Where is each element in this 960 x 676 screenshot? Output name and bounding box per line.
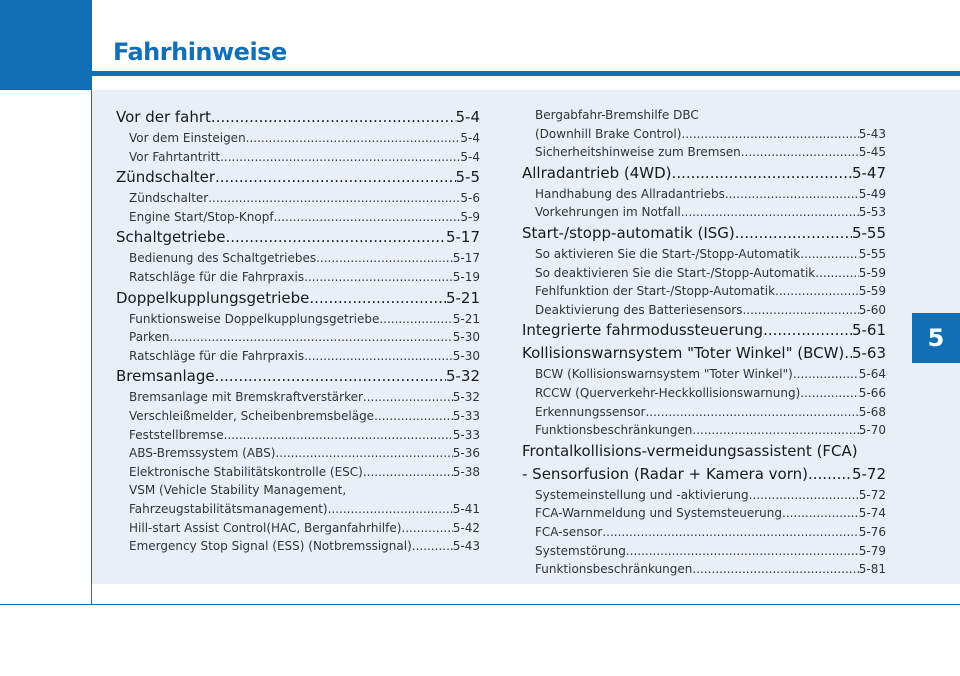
entry-title: Zündschalter: [116, 168, 216, 187]
entry-title: Integrierte fahrmodussteuerung: [522, 321, 764, 340]
entry-page-number: 5-70: [858, 423, 886, 438]
dot-leader: [626, 542, 859, 561]
toc-section-entry[interactable]: [522, 162, 886, 185]
toc-subsection-entry[interactable]: [522, 185, 886, 204]
toc-section-entry[interactable]: [116, 365, 480, 388]
dot-leader: [363, 388, 453, 407]
entry-title: (Downhill Brake Control): [535, 126, 682, 141]
dot-leader: [808, 463, 852, 486]
toc-subsection-entry[interactable]: [116, 310, 480, 329]
title-underline: [91, 71, 960, 76]
dot-leader: [645, 403, 858, 422]
entry-page-number: 5-4: [455, 108, 480, 126]
toc-section-entry[interactable]: [522, 222, 886, 245]
entry-title: Vor dem Einsteigen: [129, 131, 246, 145]
toc-subsection-entry[interactable]: [522, 384, 886, 403]
toc-subsection-entry[interactable]: [522, 421, 886, 440]
dot-leader: [692, 421, 858, 440]
toc-subsection-entry[interactable]: [522, 365, 886, 384]
entry-title: So deaktivieren Sie die Start-/Stopp-Automatik: [535, 265, 816, 280]
toc-subsection-entry[interactable]: [116, 500, 480, 519]
toc-subsection-entry[interactable]: [116, 148, 480, 167]
entry-title: RCCW (Querverkehr-Heckkollisionswarnung): [535, 385, 801, 400]
dot-leader: [401, 519, 452, 538]
entry-page-number: 5-17: [452, 251, 480, 266]
toc-subsection-entry[interactable]: [116, 426, 480, 445]
entry-title: Funktionsbeschränkungen: [535, 423, 693, 438]
entry-page-number: 5-60: [858, 302, 886, 317]
toc-section-entry[interactable]: [522, 463, 886, 486]
toc-subsection-entry[interactable]: [116, 208, 480, 227]
entry-page-number: 5-5: [455, 168, 480, 187]
dot-leader: [225, 226, 445, 249]
footer-rule: [0, 604, 960, 605]
entry-page-number: 5-47: [851, 163, 886, 182]
toc-section-entry[interactable]: [522, 319, 886, 342]
toc-subsection-entry[interactable]: [116, 537, 480, 556]
dot-leader: [316, 249, 453, 268]
entry-title: Allradantrieb (4WD): [522, 163, 672, 182]
dot-leader: [749, 486, 859, 505]
dot-leader: [170, 328, 453, 347]
entry-title: Funktionsweise Doppelkupplungsgetriebe: [129, 311, 380, 326]
dot-leader: [275, 444, 452, 463]
entry-title: Vor der fahrt: [116, 108, 211, 126]
toc-subsection-entry[interactable]: [116, 388, 480, 407]
entry-title: Parken: [129, 330, 170, 345]
dot-leader: [246, 129, 461, 148]
entry-page-number: 5-72: [851, 464, 886, 483]
entry-title: Schaltgetriebe: [116, 228, 226, 247]
toc-subsection-entry[interactable]: [522, 542, 886, 561]
toc-subsection-entry[interactable]: [116, 347, 480, 366]
toc-right-column: [522, 106, 886, 579]
entry-title: - Sensorfusion (Radar + Kamera vorn): [522, 464, 808, 483]
entry-title: Ratschläge für die Fahrpraxis: [129, 348, 305, 363]
entry-title: Systemstörung: [535, 543, 626, 558]
dot-leader: [328, 500, 453, 519]
entry-page-number: 5-9: [460, 209, 480, 224]
dot-leader: [215, 365, 446, 388]
toc-subsection-entry[interactable]: [116, 444, 480, 463]
entry-page-number: 5-64: [858, 367, 886, 382]
toc-subsection-entry[interactable]: [522, 504, 886, 523]
dot-leader: [220, 148, 460, 167]
toc-subsection-entry[interactable]: [116, 519, 480, 538]
entry-title: Funktionsbeschränkungen: [535, 562, 693, 577]
entry-title: FCA-sensor: [535, 524, 603, 539]
toc-section-entry[interactable]: [522, 342, 886, 365]
dot-leader: [844, 342, 852, 365]
entry-title: Feststellbremse: [129, 427, 224, 442]
toc-subsection-entry[interactable]: [522, 403, 886, 422]
dot-leader: [782, 504, 859, 523]
toc-subsection-entry[interactable]: [116, 189, 480, 208]
dot-leader: [208, 189, 460, 208]
entry-page-number: 5-30: [452, 348, 480, 363]
dot-leader: [800, 245, 859, 264]
dot-leader: [735, 222, 852, 245]
entry-title: Bremsanlage: [116, 367, 215, 386]
entry-title: Vor Fahrtantritt: [129, 149, 221, 164]
entry-title: Vorkehrungen im Notfall: [535, 205, 681, 220]
entry-page-number: 5-4: [460, 131, 480, 145]
entry-page-number: 5-79: [858, 543, 886, 558]
entry-title: Bremsanlage mit Bremskraftverstärker: [129, 390, 363, 405]
entry-page-number: 5-38: [452, 464, 480, 479]
entry-page-number: 5-32: [445, 367, 480, 386]
toc-section-entry[interactable]: [116, 226, 480, 249]
toc-subsection-entry[interactable]: [116, 249, 480, 268]
entry-page-number: 5-55: [858, 246, 886, 261]
entry-title: Handhabung des Allradantriebs: [535, 186, 725, 201]
page-title: Fahrhinweise: [113, 38, 287, 66]
entry-title: Ratschläge für die Fahrpraxis: [129, 269, 305, 284]
entry-title: FCA-Warnmeldung und Systemsteuerung: [535, 506, 782, 521]
entry-page-number: 5-19: [452, 269, 480, 284]
entry-title: So aktivieren Sie die Start-/Stopp-Automatik: [535, 246, 801, 261]
entry-page-number: 5-55: [851, 223, 886, 242]
corner-block: [0, 0, 91, 90]
entry-title: Fehlfunktion der Start-/Stopp-Automatik: [535, 284, 776, 299]
toc-subsection-entry[interactable]: [522, 203, 886, 222]
entry-title: ABS-Bremssystem (ABS): [129, 446, 276, 461]
entry-title: Start-/stopp-automatik (ISG): [522, 223, 735, 242]
entry-page-number: 5-61: [851, 321, 886, 340]
entry-title: Doppelkupplungsgetriebe: [116, 288, 310, 307]
entry-page-number: 5-17: [445, 228, 480, 247]
entry-page-number: 5-53: [858, 205, 886, 220]
toc-section-entry[interactable]: [116, 106, 480, 129]
dot-leader: [602, 523, 858, 542]
dot-leader: [800, 384, 859, 403]
entry-page-number: 5-76: [858, 524, 886, 539]
entry-page-number: 5-21: [445, 288, 480, 307]
entry-page-number: 5-74: [858, 506, 886, 521]
dot-leader: [224, 426, 453, 445]
entry-page-number: 5-81: [858, 562, 886, 577]
toc-subsection-entry[interactable]: [522, 523, 886, 542]
dot-leader: [793, 365, 859, 384]
dot-leader: [412, 537, 453, 556]
toc-subsection-entry[interactable]: [522, 143, 886, 162]
dot-leader: [763, 319, 852, 342]
toc-subsection-entry[interactable]: [522, 125, 886, 144]
toc-section-entry[interactable]: [116, 166, 480, 189]
dot-leader: [304, 268, 453, 287]
dot-leader: [363, 463, 453, 482]
toc-subsection-entry[interactable]: [522, 245, 886, 264]
dot-leader: [681, 203, 859, 222]
toc-subsection-entry[interactable]: [522, 282, 886, 301]
entry-page-number: 5-4: [460, 149, 480, 164]
chapter-tab[interactable]: 5: [912, 313, 960, 363]
dot-leader: [692, 560, 858, 579]
entry-title: Engine Start/Stop-Knopf: [129, 209, 274, 224]
dot-leader: [211, 106, 456, 129]
entry-page-number: 5-59: [858, 284, 886, 299]
toc-subsection-entry[interactable]: [522, 560, 886, 579]
entry-page-number: 5-6: [460, 191, 480, 206]
entry-page-number: 5-63: [851, 344, 886, 363]
dot-leader: [725, 185, 859, 204]
toc-subsection-entry[interactable]: [522, 486, 886, 505]
dot-leader: [215, 166, 455, 189]
entry-title: BCW (Kollisionswarnsystem "Toter Winkel"): [535, 367, 793, 382]
entry-title: Sicherheitshinweise zum Bremsen: [535, 145, 741, 160]
entry-title: Elektronische Stabilitätskontrolle (ESC): [129, 464, 363, 479]
entry-page-number: 5-30: [452, 330, 480, 345]
toc-subsection-entry[interactable]: [522, 301, 886, 320]
toc-subsection-entry[interactable]: [522, 264, 886, 283]
entry-page-number: 5-68: [858, 404, 886, 419]
dot-leader: [815, 264, 859, 283]
entry-page-number: 5-36: [452, 446, 480, 461]
entry-page-number: 5-33: [452, 427, 480, 442]
entry-title: Erkennungssensor: [535, 404, 646, 419]
dot-leader: [379, 310, 452, 329]
entry-page-number: 5-33: [452, 408, 480, 423]
entry-page-number: 5-66: [858, 385, 886, 400]
entry-page-number: 5-21: [452, 311, 480, 326]
entry-page-number: 5-32: [452, 390, 480, 405]
entry-title: Fahrzeugstabilitätsmanagement): [129, 501, 328, 516]
entry-page-number: 5-49: [858, 186, 886, 201]
dot-leader: [742, 301, 858, 320]
entry-title: Hill-start Assist Control(HAC, Berganfahrhilfe): [129, 520, 402, 535]
toc-subsection-entry[interactable]: [116, 268, 480, 287]
entry-title: Zündschalter: [129, 191, 209, 206]
dot-leader: [304, 347, 453, 366]
toc-section-entry[interactable]: [116, 287, 480, 310]
entry-title: Verschleißmelder, Scheibenbremsbeläge: [129, 408, 375, 423]
toc-subsection-entry[interactable]: [116, 328, 480, 347]
entry-page-number: 5-41: [452, 501, 480, 516]
entry-title: Bedienung des Schaltgetriebes: [129, 251, 317, 266]
entry-title: Kollisionswarnsystem "Toter Winkel" (BCW): [522, 344, 845, 363]
toc-left-column: [116, 106, 480, 556]
dot-leader: [374, 407, 453, 426]
toc-section-entry[interactable]: Frontalkollisions-vermeidungsassistent (FCA): [522, 441, 858, 460]
dot-leader: [681, 125, 858, 144]
toc-subsection-entry[interactable]: [116, 463, 480, 482]
entry-page-number: 5-72: [858, 487, 886, 502]
entry-page-number: 5-42: [452, 520, 480, 535]
dot-leader: [274, 208, 461, 227]
entry-page-number: 5-43: [858, 126, 886, 141]
dot-leader: [775, 282, 859, 301]
toc-subsection-entry[interactable]: [116, 407, 480, 426]
toc-subsection-entry[interactable]: VSM (Vehicle Stability Management,: [129, 483, 347, 498]
dot-leader: [741, 143, 859, 162]
entry-page-number: 5-59: [858, 265, 886, 280]
entry-page-number: 5-43: [452, 539, 480, 554]
dot-leader: [672, 162, 852, 185]
toc-subsection-entry[interactable]: [116, 129, 480, 148]
entry-title: Deaktivierung des Batteriesensors: [535, 302, 743, 317]
toc-subsection-entry[interactable]: Bergabfahr-Bremshilfe DBC: [535, 108, 699, 122]
entry-page-number: 5-45: [858, 145, 886, 160]
entry-title: Systemeinstellung und -aktivierung: [535, 487, 749, 502]
dot-leader: [309, 287, 446, 310]
entry-title: Emergency Stop Signal (ESS) (Notbremssignal): [129, 539, 412, 554]
